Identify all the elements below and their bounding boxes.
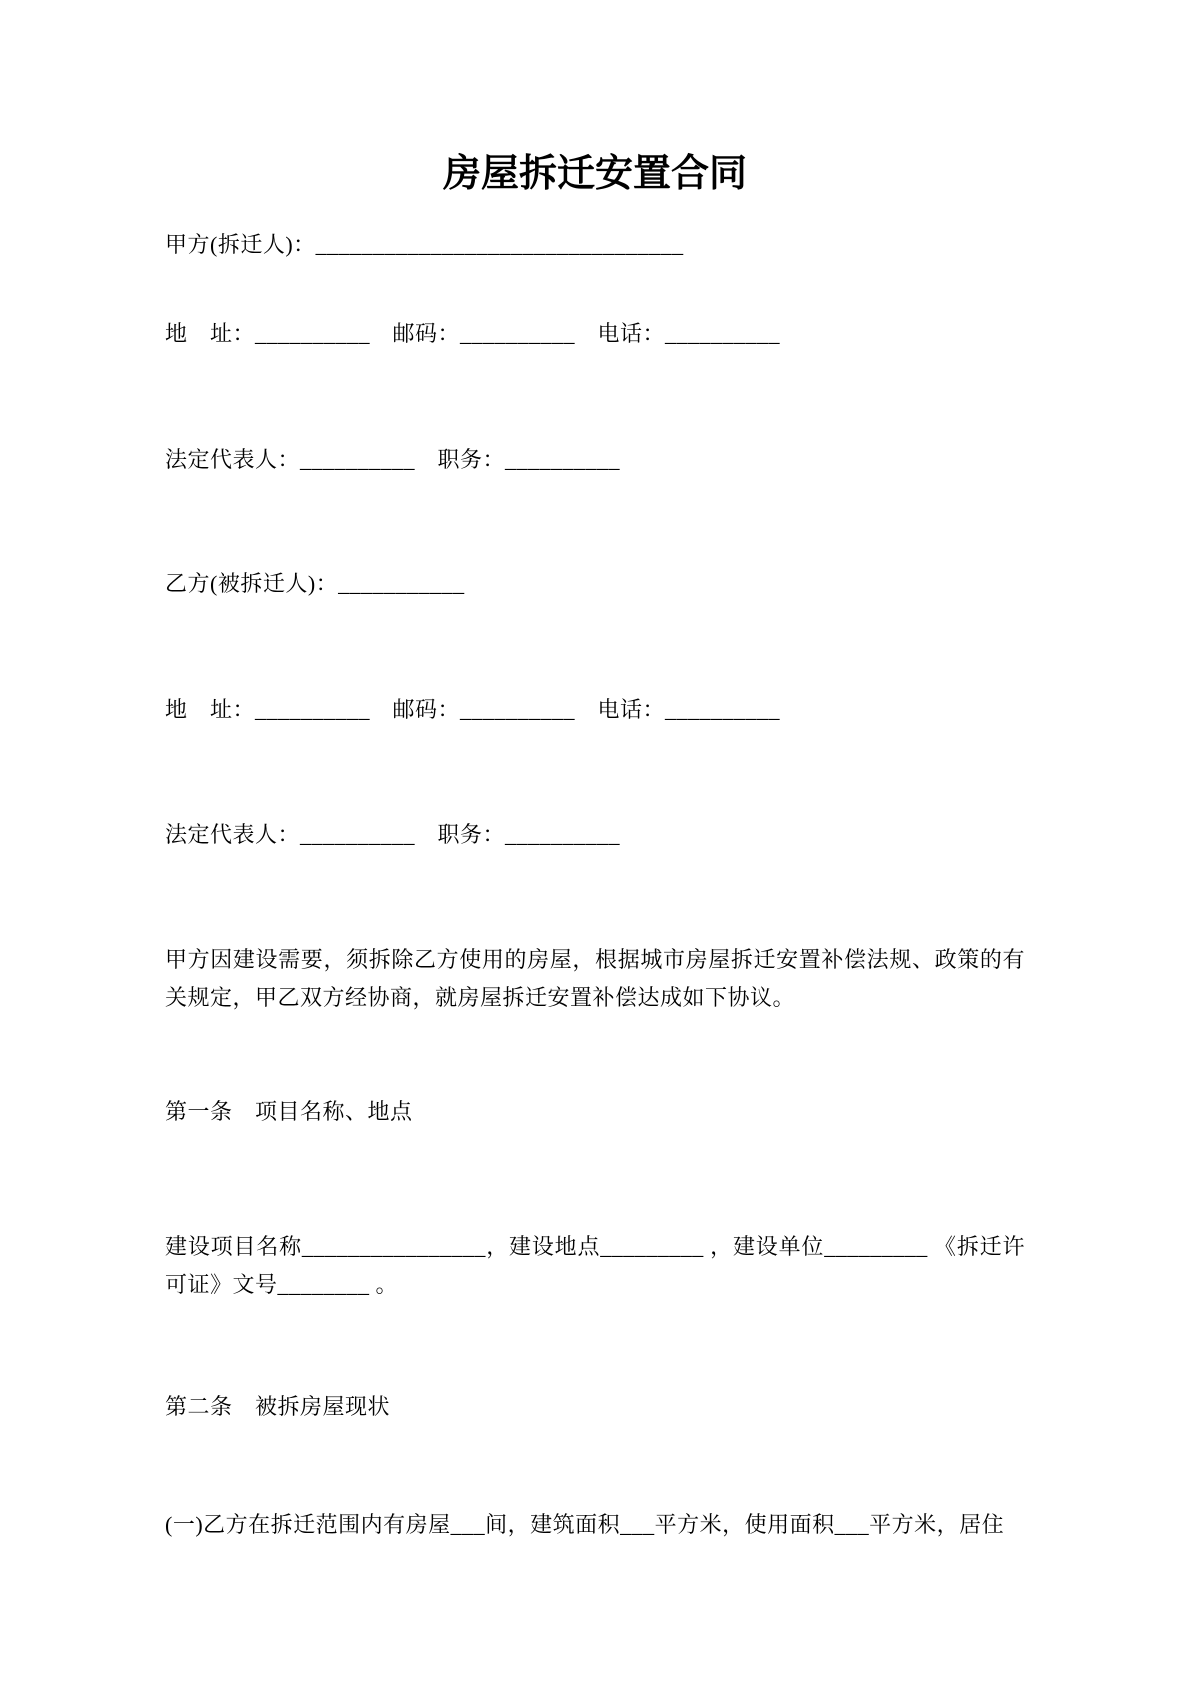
article-1-heading: 第一条 项目名称、地点 [165, 1099, 413, 1124]
party-b-line: 乙方(被拆迁人)：___________ [165, 571, 465, 596]
article-2-heading: 第二条 被拆房屋现状 [165, 1394, 391, 1419]
party-a-line: 甲方(拆迁人)：________________________________ [165, 232, 684, 257]
party-b-legal-rep-line: 法定代表人：__________ 职务：__________ [165, 822, 621, 847]
document-title: 房屋拆迁安置合同 [442, 153, 747, 195]
party-b-address-line: 地 址：__________ 邮码：__________ 电话：__________ [165, 697, 781, 722]
party-a-address-line: 地 址：__________ 邮码：__________ 电话：__________ [165, 321, 781, 346]
article-2-body: (一)乙方在拆迁范围内有房屋___间，建筑面积___平方米，使用面积___平方米，居住 [165, 1512, 1005, 1537]
party-a-legal-rep-line: 法定代表人：__________ 职务：__________ [165, 447, 621, 472]
article-1-body: 建设项目名称________________，建设地点_________ ，建设单位_________ 《拆迁许可证》文号________ 。 [165, 1234, 1025, 1297]
preamble-paragraph: 甲方因建设需要，须拆除乙方使用的房屋，根据城市房屋拆迁安置补偿法规、政策的有关规定，甲乙双方经协商，就房屋拆迁安置补偿达成如下协议。 [165, 947, 1025, 1010]
